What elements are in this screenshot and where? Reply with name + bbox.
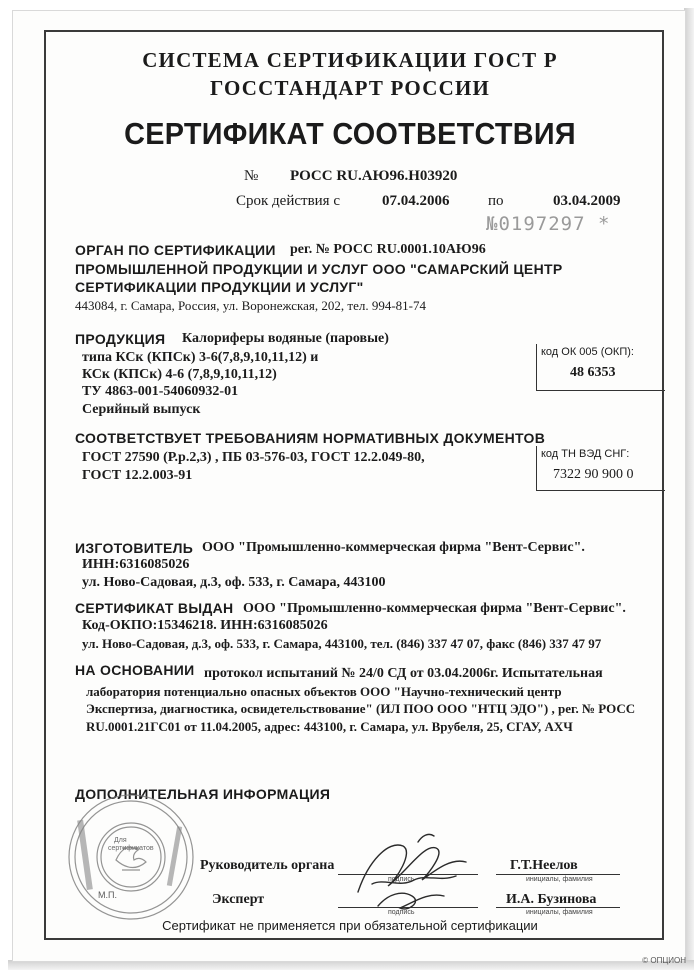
tnved-code-label: код ТН ВЭД СНГ: [541,448,630,460]
to-label: по [488,193,504,209]
system-title: СИСТЕМА СЕРТИФИКАЦИИ ГОСТ Р [142,48,558,72]
product-label: ПРОДУКЦИЯ [75,331,166,347]
head-name-line [496,874,620,875]
expert-sign-caption: подпись [388,909,415,916]
issued-label: СЕРТИФИКАТ ВЫДАН [75,600,234,616]
head-sign-caption: подпись [388,876,415,883]
head-of-organ-name: Г.Т.Неелов [510,858,578,873]
head-of-organ-label: Руководитель органа [200,858,335,873]
tnved-code-value: 7322 90 900 0 [553,467,634,482]
organ-label: ОРГАН ПО СЕРТИФИКАЦИИ [75,242,276,258]
blank-serial-number: №0197297 * [486,213,611,235]
validity-label: Срок действия с [236,193,340,209]
product-name: Калориферы водяные (паровые) [182,331,389,346]
product-serial: Серийный выпуск [82,402,201,417]
basis-line4: RU.0001.21ГС01 от 11.04.2005, адрес: 443100, г. Самара, ул. Врубеля, 25, СГАУ, АХЧ [86,719,573,734]
expert-label: Эксперт [212,892,265,907]
expert-name: И.А. Бузинова [506,892,597,907]
number-sign: № [244,168,259,184]
svg-text:М.П.: М.П. [98,890,117,900]
footer-note: Сертификат не применяется при обязательной сертификации [162,918,538,933]
handwritten-signature [348,822,478,918]
additional-info-label: ДОПОЛНИТЕЛЬНАЯ ИНФОРМАЦИЯ [75,786,331,802]
standards-line1: ГОСТ 27590 (Р.р.2,3) , ПБ 03-576-03, ГОСТ 12.2.049-80, [82,450,425,465]
basis-line1: протокол испытаний № 24/0 СД от 03.04.2006г. Испытательная [204,666,603,681]
basis-label: НА ОСНОВАНИИ [75,662,195,678]
date-from: 07.04.2006 [382,193,450,209]
head-name-caption: инициалы, фамилия [526,876,593,883]
product-spec: ТУ 4863-001-54060932-01 [82,384,239,399]
issued-name: ООО "Промышленно-коммерческая фирма "Вент-Сервис". [243,601,626,616]
organ-registration: рег. № РОСС RU.0001.10АЮ96 [290,242,486,257]
expert-name-caption: инициалы, фамилия [526,909,593,916]
manufacturer-address: ул. Ново-Садовая, д.3, оф. 533, г. Самара, 443100 [82,575,386,590]
copyright: © ОПЦИОН [642,956,686,965]
basis-line2: лаборатория потенциально опасных объектов ООО "Научно-технический центр [86,684,562,699]
issued-address: ул. Ново-Садовая, д.3, оф. 533, г. Самара, 443100, тел. (846) 337 47 07, факс (846) 337 47 97 [82,636,602,651]
basis-line3: Экспертиза, диагностика, освидетельствование" (ИЛ ПОО ООО "НТЦ ЭДО") , рег. № РОСС [86,701,636,716]
svg-text:Для: Для [114,837,127,844]
expert-name-line [496,907,620,908]
issued-codes: Код-ОКПО:15346218. ИНН:6316085026 [82,618,328,633]
certificate-title: СЕРТИФИКАТ СООТВЕТСТВИЯ [124,116,576,151]
organ-name-line1: ПРОМЫШЛЕННОЙ ПРОДУКЦИИ И УСЛУГ ООО "САМАРСКИЙ ЦЕНТР [75,261,563,277]
product-line2: типа КСк (КПСк) 3-6(7,8,9,10,11,12) и [82,350,319,365]
okp-code-value: 48 6353 [570,365,616,380]
okp-code-label: код ОК 005 (ОКП): [541,346,634,358]
product-line3: КСк (КПСк) 4-6 (7,8,9,10,11,12) [82,367,277,382]
manufacturer-label: ИЗГОТОВИТЕЛЬ [75,540,194,556]
organ-name-line2: СЕРТИФИКАЦИИ ПРОДУКЦИИ И УСЛУГ" [75,279,364,295]
certificate-number: РОСС RU.АЮ96.Н03920 [290,168,458,184]
date-to: 03.04.2009 [553,193,621,209]
manufacturer-name: ООО "Промышленно-коммерческая фирма "Вент-Сервис". [202,540,585,555]
agency-title: ГОССТАНДАРТ РОССИИ [209,76,491,100]
organ-address: 443084, г. Самара, Россия, ул. Воронежская, 202, тел. 994-81-74 [75,298,426,313]
certification-stamp [64,790,199,925]
svg-text:сертификатов: сертификатов [108,845,154,852]
standards-line2: ГОСТ 12.2.003-91 [82,468,193,483]
conformity-label: СООТВЕТСТВУЕТ ТРЕБОВАНИЯМ НОРМАТИВНЫХ ДОКУМЕНТОВ [75,430,546,446]
manufacturer-inn: ИНН:6316085026 [82,557,190,572]
